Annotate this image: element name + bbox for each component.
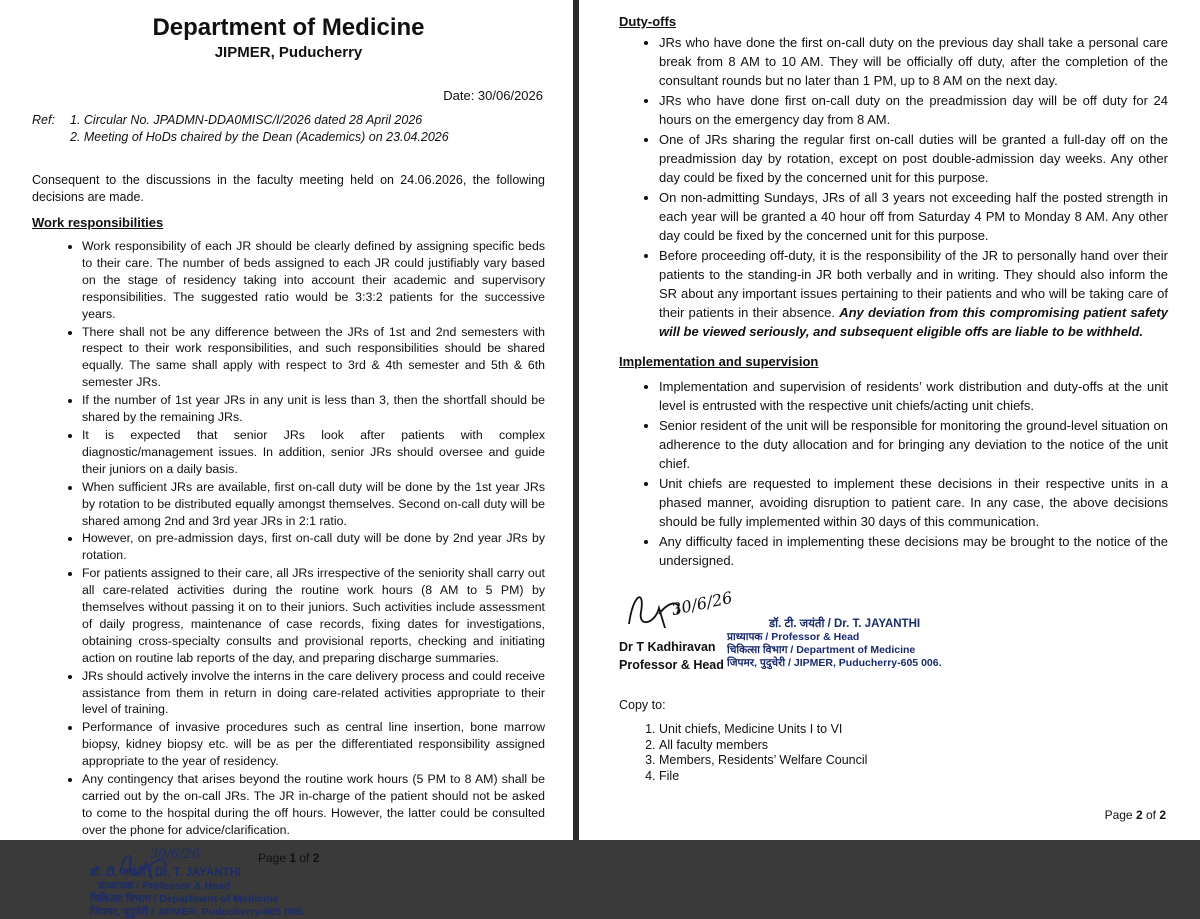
- handover-text: Before proceeding off-duty, it is the responsibility of the JR to personally hand over their patients to the standing-in JR both verbally and in writing. They should also inform the SR about any important issues pertaining to their patients and who will be taking care of their patients in their absence.: [659, 248, 1168, 320]
- stamp-line: चिकित्सा विभाग / Department of Medicine: [727, 644, 916, 656]
- list-item: • If the number of 1st year JRs in any unit is less than 3, then the shortfall should be shared by the remaining JRs.: [82, 392, 545, 426]
- list-item: • Implementation and supervision of residents’ work distribution and duty-offs at the unit level is entrusted with the respective unit chiefs/acting unit chiefs.: [659, 377, 1168, 415]
- references: [32, 112, 545, 146]
- page-of: of: [296, 850, 313, 865]
- page-prefix: Page: [258, 850, 290, 865]
- intro-paragraph: Consequent to the discussions in the faculty meeting held on 24.06.2026, the following decisions are made.: [32, 173, 545, 204]
- copy-list: [619, 722, 1168, 784]
- stamp-line: डॉ. टी. जयंती / Dr. T. JAYANTHI: [90, 866, 242, 879]
- list-item: • It is expected that senior JRs look after patients with complex diagnostic/management issues. In addition, senior JRs should oversee and guide their juniors on a daily basis.: [82, 427, 545, 478]
- list-item: • For patients assigned to their care, all JRs irrespective of the seniority shall carry out all care-related activities during the routine work hours (8 AM to 5 PM) by themselves without passing it on to their juniors. Such activities include assessment of daily progress, maintenance of case records, fixing dates for investigations, obtaining cross-specialty consults and provisional reports, checking and initiating action on routine lab reports of the day, and preparing discharge summaries.: [82, 565, 545, 666]
- stamp-line: जिपमर, पुदुचेरी / JIPMER, Puducherry-605 006.: [90, 905, 305, 918]
- page-current: 1: [289, 850, 297, 865]
- department-title: Department of Medicine: [152, 14, 425, 41]
- signature-date: 30/6/26: [150, 846, 201, 862]
- reference-item: 2. Meeting of HoDs chaired by the Dean (Academics) on 23.04.2026: [70, 130, 449, 144]
- list-item: • JRs should actively involve the interns in the care delivery process and could receive assistance from them in return in doing care-related activities appropriate to their level of training.: [82, 668, 545, 719]
- document-page-2: [579, 0, 1200, 840]
- copy-to-section: [619, 698, 1168, 784]
- list-item: • Performance of invasive procedures such as central line insertion, bone marrow biopsy, kidney biopsy etc. will be as per the differentiated responsibility assigned appropriate to the year of residency.: [82, 719, 545, 770]
- list-item: • Senior resident of the unit will be responsible for monitoring the ground-level situation on adherence to the duty allocation and for bringing any deviation to the notice of the unit chief.: [659, 416, 1168, 473]
- stamp-line: जिपमर, पुदुचेरी / JIPMER, Puducherry-605 006.: [727, 657, 942, 669]
- page-prefix: Page: [1104, 808, 1136, 822]
- stamp-line: प्राध्यापक / Professor & Head: [727, 631, 860, 643]
- list-item: • However, on pre-admission days, first on-call duty will be done by 2nd year JRs by rotation.: [82, 530, 545, 564]
- handover-emphasis: Any deviation from this compromising patient safety will be viewed seriously, and subsequent eligible offs are liable to be withheld.: [659, 305, 1168, 339]
- reference-label: Ref:: [32, 113, 55, 127]
- stamp-line: डॉ. टी. जयंती / Dr. T. JAYANTHI: [769, 618, 921, 630]
- section-title-duty-offs: Duty-offs: [619, 14, 677, 29]
- stamp-line: प्राध्यापक / Professor & Head: [98, 879, 231, 892]
- list-item: 2. All faculty members: [659, 738, 1168, 754]
- list-item: • On non-admitting Sundays, JRs of all 3 years not exceeding half the posted strength in each year will be granted a 40 hour off from Saturday 4 PM to Monday 8 AM. Any other day could be fixed by the concerned unit for this purpose.: [659, 188, 1168, 245]
- official-stamp: [727, 618, 942, 670]
- signatory: [619, 638, 724, 674]
- section-title-work-responsibilities: Work responsibilities: [32, 215, 164, 230]
- signatory-title: Professor & Head: [619, 658, 724, 672]
- signature-date: 30/6/26: [669, 587, 734, 620]
- work-responsibility-list: [32, 238, 545, 839]
- list-item: • JRs who have done first on-call duty on the preadmission day will be off duty for 24 hours on the emergency day from 8 AM.: [659, 91, 1168, 129]
- page-total: 2: [312, 850, 320, 865]
- list-item: • Any difficulty faced in implementing these decisions may be brought to the notice of the undersigned.: [659, 532, 1168, 570]
- list-item: 3. Members, Residents’ Welfare Council: [659, 753, 1168, 769]
- list-item: • Unit chiefs are requested to implement these decisions in their respective units in a phased manner, avoiding disruption to patient care. In any case, the above decisions should be fully implemented within 30 days of this communication.: [659, 474, 1168, 531]
- list-item: • Work responsibility of each JR should be clearly defined by assigning specific beds to their care. The number of beds assigned to each JR could justifiably vary based on the stage of residency taking into account their academic and supervisory responsibilities. The suggested ratio would be 3:3:2 patients for the successive years.: [82, 238, 545, 323]
- signature-block-page-2: [619, 584, 1168, 684]
- copy-to-label: Copy to:: [619, 698, 666, 712]
- implementation-list: [619, 377, 1168, 570]
- institute-name: JIPMER, Puducherry: [214, 44, 363, 61]
- list-item: 4. File: [659, 769, 1168, 785]
- reference-item: 1. Circular No. JPADMN-DDA0MISC/I/2026 dated 28 April 2026: [70, 113, 423, 127]
- signature-block-page-1: [32, 843, 545, 919]
- document-page-1: [0, 0, 573, 918]
- document-date: Date: 30/06/2026: [443, 88, 543, 103]
- stamp-line: चिकित्सा विभाग / Department of Medicine: [90, 892, 279, 905]
- list-item: 1. Unit chiefs, Medicine Units I to VI: [659, 722, 1168, 738]
- page-current: 2: [1135, 808, 1143, 822]
- list-item: [659, 246, 1168, 341]
- list-item: • Any contingency that arises beyond the routine work hours (5 PM to 8 AM) shall be carried out by the on-call JRs. The JR in-charge of the patient should not be asked to come to the hospital during the off hours. However, the latter could be consulted over the phone for advice/clarification.: [82, 771, 545, 839]
- reference-list: [70, 112, 449, 146]
- signatory-name: Dr T Kadhiravan: [619, 640, 716, 654]
- page-number: [258, 851, 319, 865]
- list-item: • JRs who have done the first on-call duty on the previous day shall take a personal care break from 8 AM to 10 AM. They will be officially off duty, after the completion of the consultant rounds but no later than 1 PM, up to 8 AM on the next day.: [659, 33, 1168, 90]
- page-of: of: [1142, 808, 1160, 822]
- page-total: 2: [1159, 808, 1166, 822]
- official-stamp: [90, 867, 305, 919]
- section-title-implementation: Implementation and supervision: [619, 354, 819, 369]
- list-item: • One of JRs sharing the regular first on-call duties will be granted a full-day off on the preadmission day by rotation, except on post double-admission day weeks. Any other day could be fixed by the concerned unit for this purpose.: [659, 130, 1168, 187]
- duty-offs-list: [619, 33, 1168, 341]
- list-item: • There shall not be any difference between the JRs of 1st and 2nd semesters with respect to their work responsibilities, and such responsibilities should be shared equally. The same shall apply with respect to 3rd & 4th semester and 5th & 6th semester JRs.: [82, 324, 545, 392]
- list-item: • When sufficient JRs are available, first on-call duty will be done by the 1st year JRs by rotation to be distributed equally amongst themselves. Second on-call duty will be shared among 2nd and 3rd year JRs in 2:1 ratio.: [82, 479, 545, 530]
- page-number: [1105, 808, 1166, 822]
